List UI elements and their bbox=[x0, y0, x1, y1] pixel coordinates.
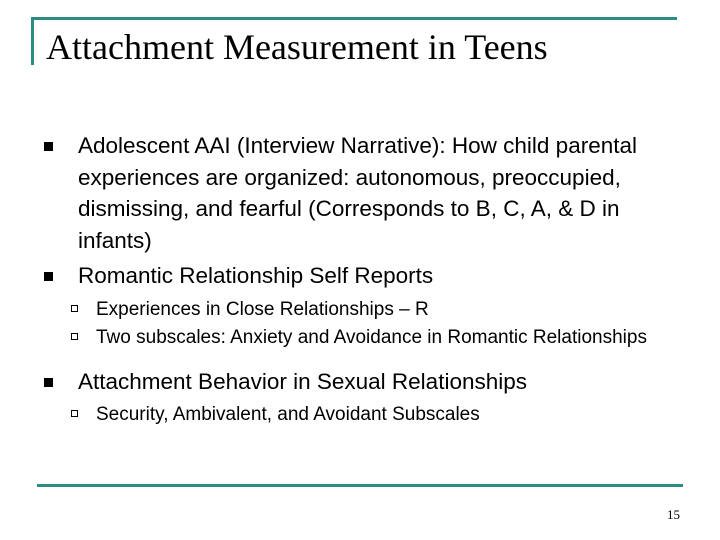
title-frame-top-rule bbox=[31, 17, 677, 20]
sub-bullet-item bbox=[44, 324, 694, 352]
hollow-square-bullet-icon bbox=[71, 305, 78, 312]
hollow-square-bullet-icon bbox=[71, 410, 78, 417]
page-number: 15 bbox=[667, 507, 680, 522]
hollow-square-bullet-icon bbox=[71, 333, 78, 340]
title-frame-left-rule bbox=[31, 17, 34, 65]
bullet-text: Attachment Behavior in Sexual Relationships bbox=[78, 368, 528, 394]
sub-bullet-text: Security, Ambivalent, and Avoidant Subscales bbox=[96, 404, 480, 425]
bullet-item bbox=[44, 130, 694, 256]
slide-title: Attachment Measurement in Teens bbox=[46, 27, 548, 67]
bullet-text: Romantic Relationship Self Reports bbox=[78, 263, 434, 288]
sub-bullet-text: Experiences in Close Relationships – R bbox=[96, 298, 429, 320]
square-bullet-icon bbox=[44, 142, 53, 151]
sub-bullet-item bbox=[44, 296, 694, 324]
bullet-text: Adolescent AAI (Interview Narrative): How child parental experiences are organized: autonomous, preoccupied, dismissing, and fearful (Corresponds to B, C, A, & D in infants) bbox=[78, 133, 637, 253]
bullet-item bbox=[44, 260, 694, 292]
sub-bullet-item bbox=[44, 401, 694, 429]
sub-bullet-text: Two subscales: Anxiety and Avoidance in Romantic Relationships bbox=[96, 326, 647, 348]
footer-rule bbox=[37, 484, 683, 487]
slide-content bbox=[44, 130, 694, 429]
square-bullet-icon bbox=[44, 272, 53, 281]
bullet-item bbox=[44, 366, 694, 398]
square-bullet-icon bbox=[44, 378, 53, 387]
